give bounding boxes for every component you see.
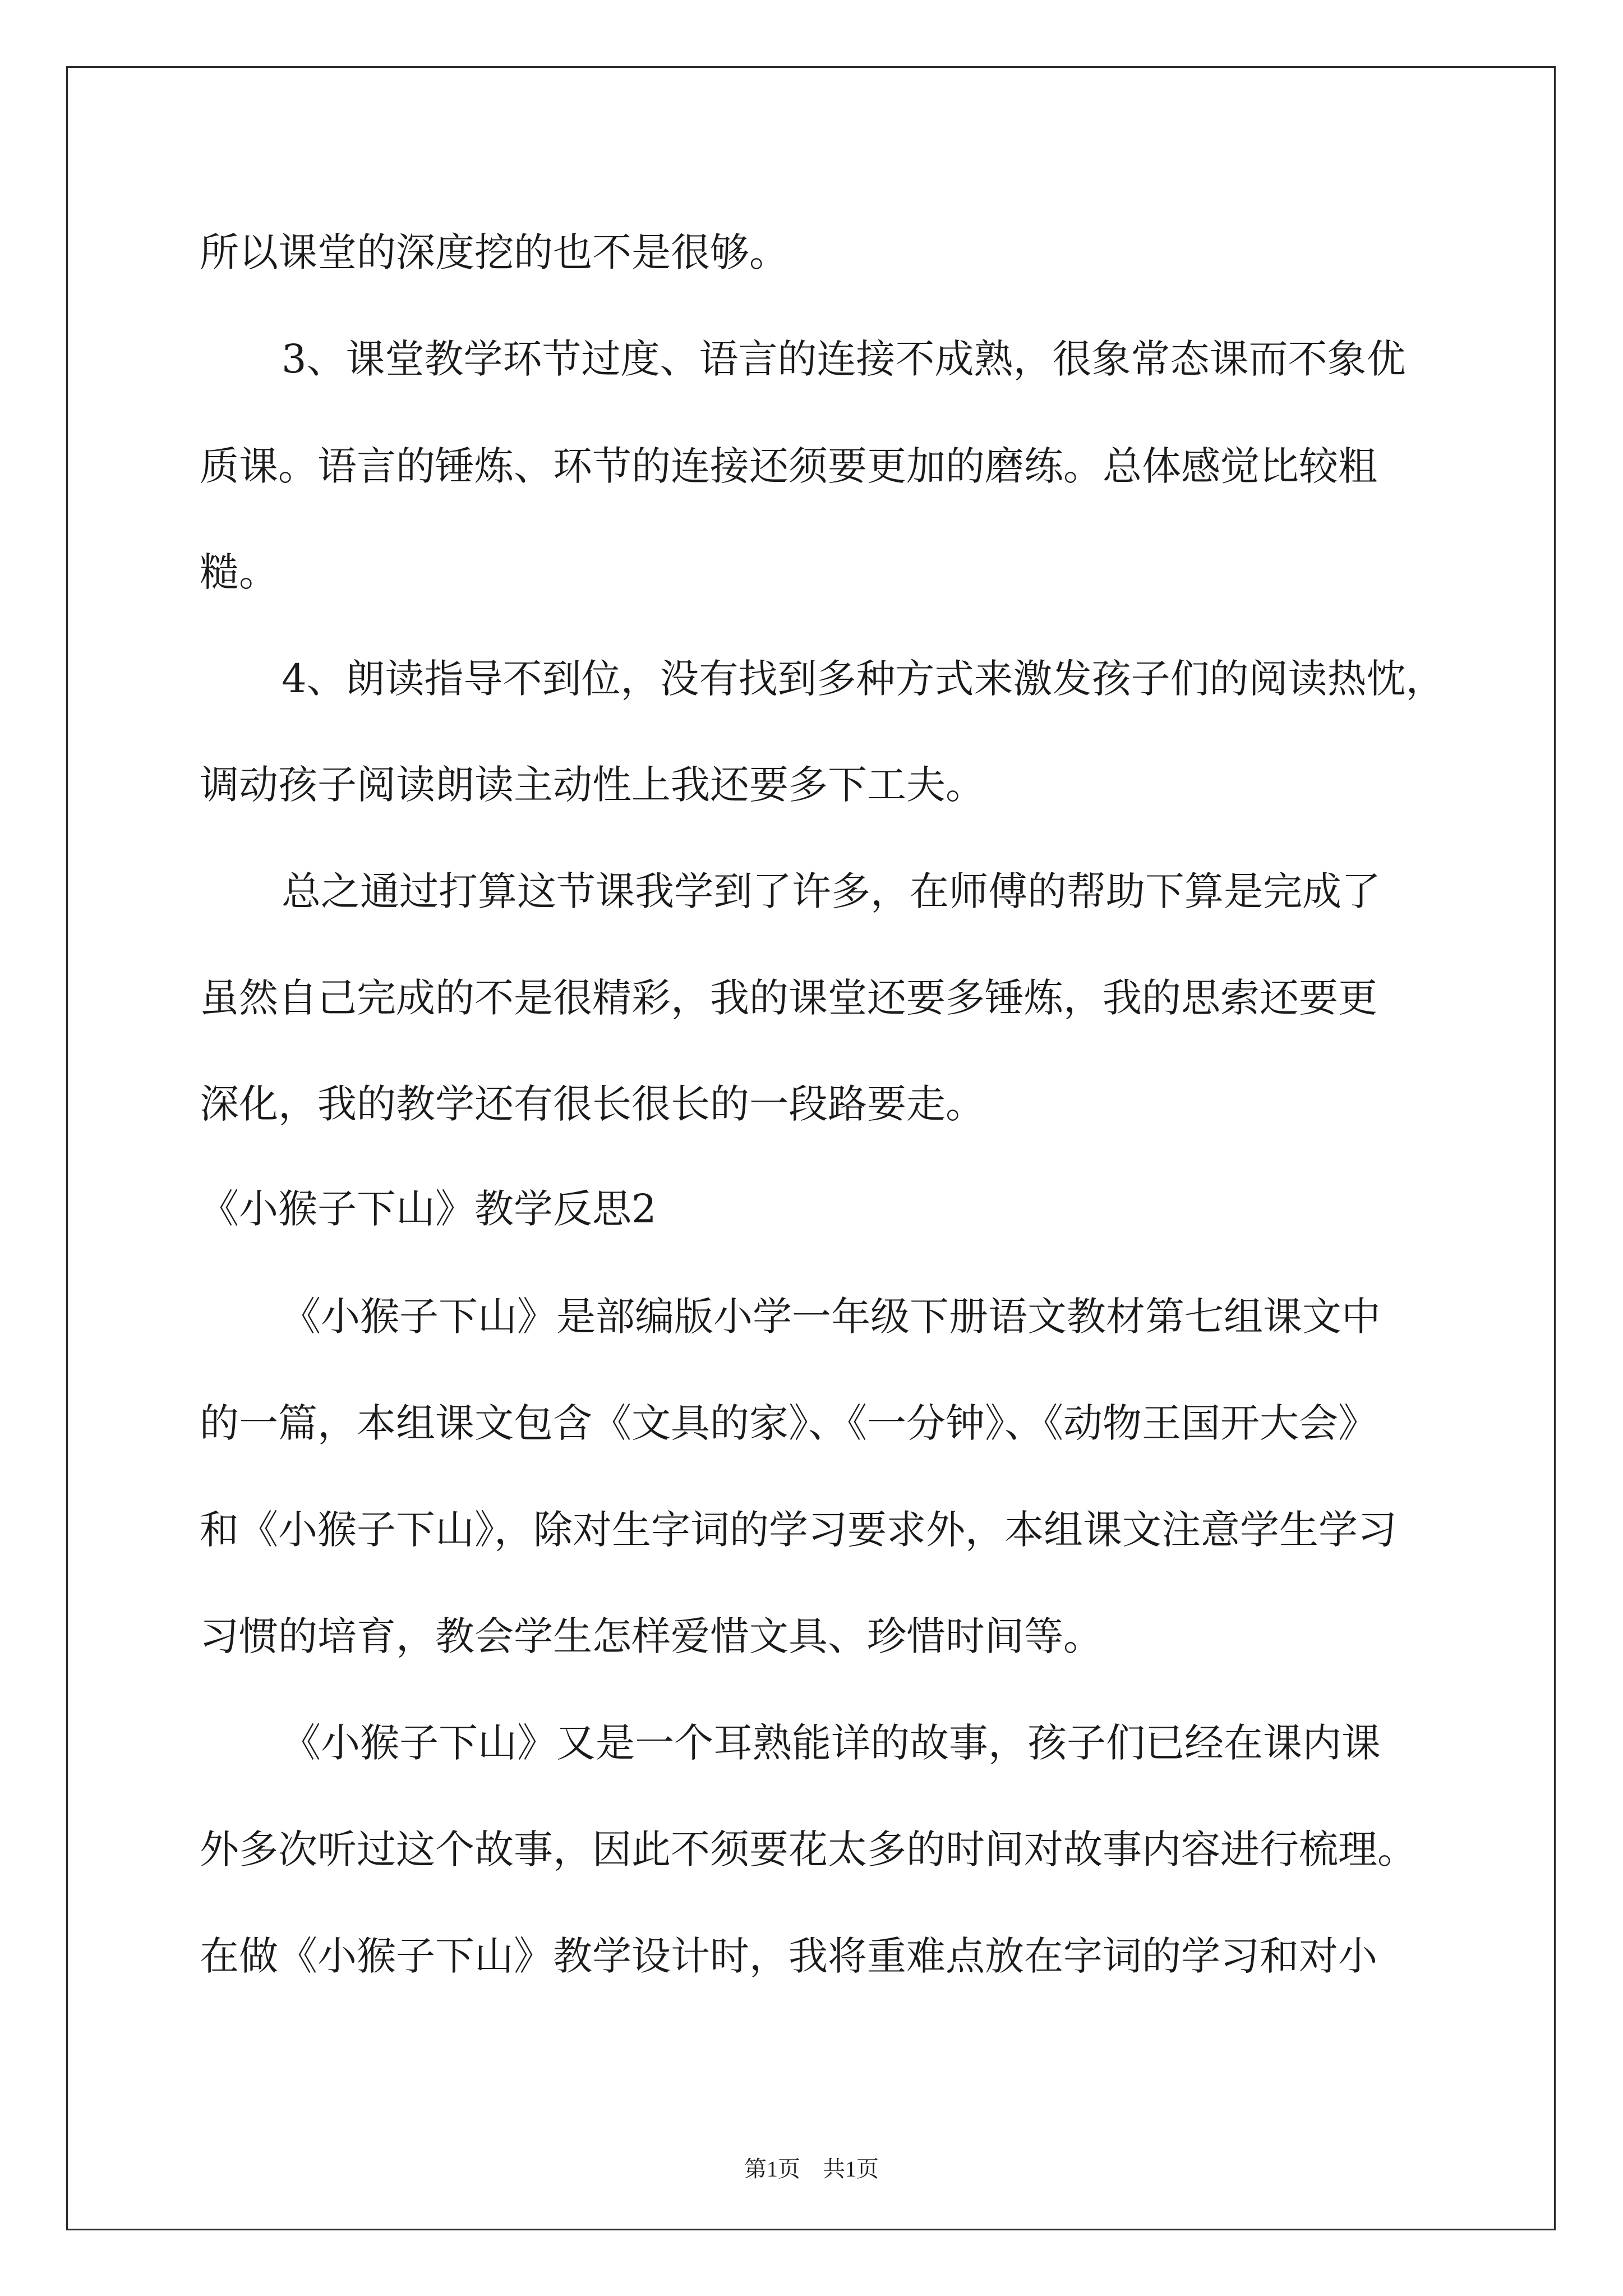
- paragraph-line: 的一篇，本组课文包含《文具的家》、《一分钟》、《动物王国开大会》: [200, 1400, 1377, 1446]
- paragraph-line: 《小猴子下山》又是一个耳熟能详的故事，孩子们已经在课内课: [282, 1720, 1381, 1766]
- paragraph-line: 《小猴子下山》是部编版小学一年级下册语文教材第七组课文中: [282, 1294, 1381, 1340]
- paragraph-line: 调动孩子阅读朗读主动性上我还要多下工夫。: [200, 762, 985, 808]
- section-heading: 《小猴子下山》教学反思2: [200, 1186, 657, 1232]
- paragraph-line: 所以课堂的深度挖的也不是很够。: [200, 229, 789, 275]
- paragraph-line: 质课。语言的锤炼、环节的连接还须要更加的磨练。总体感觉比较粗: [200, 443, 1377, 489]
- paragraph-line: 外多次听过这个故事，因此不须要花太多的时间对故事内容进行梳理。: [200, 1826, 1417, 1872]
- paragraph-line: 和《小猴子下山》，除对生字词的学习要求外，本组课文注意学生学习: [200, 1507, 1397, 1553]
- page-number-footer: 第1页 共1页: [744, 2156, 879, 2182]
- paragraph-line: 在做《小猴子下山》教学设计时，我将重难点放在字词的学习和对小: [200, 1933, 1377, 1979]
- paragraph-line: 糙。: [200, 549, 278, 595]
- paragraph-line: 虽然自己完成的不是很精彩，我的课堂还要多锤炼，我的思索还要更: [200, 975, 1377, 1021]
- paragraph-line: 深化，我的教学还有很长很长的一段路要走。: [200, 1081, 985, 1127]
- page-border: [66, 66, 1556, 2230]
- paragraph-line: 3、课堂教学环节过度、语言的连接不成熟，很象常态课而不象优: [282, 336, 1406, 382]
- paragraph-line: 4、朗读指导不到位，没有找到多种方式来激发孩子们的阅读热忱，: [282, 656, 1445, 702]
- paragraph-line: 习惯的培育，教会学生怎样爱惜文具、珍惜时间等。: [200, 1613, 1103, 1659]
- paragraph-line: 总之通过打算这节课我学到了许多，在师傅的帮助下算是完成了: [282, 868, 1381, 914]
